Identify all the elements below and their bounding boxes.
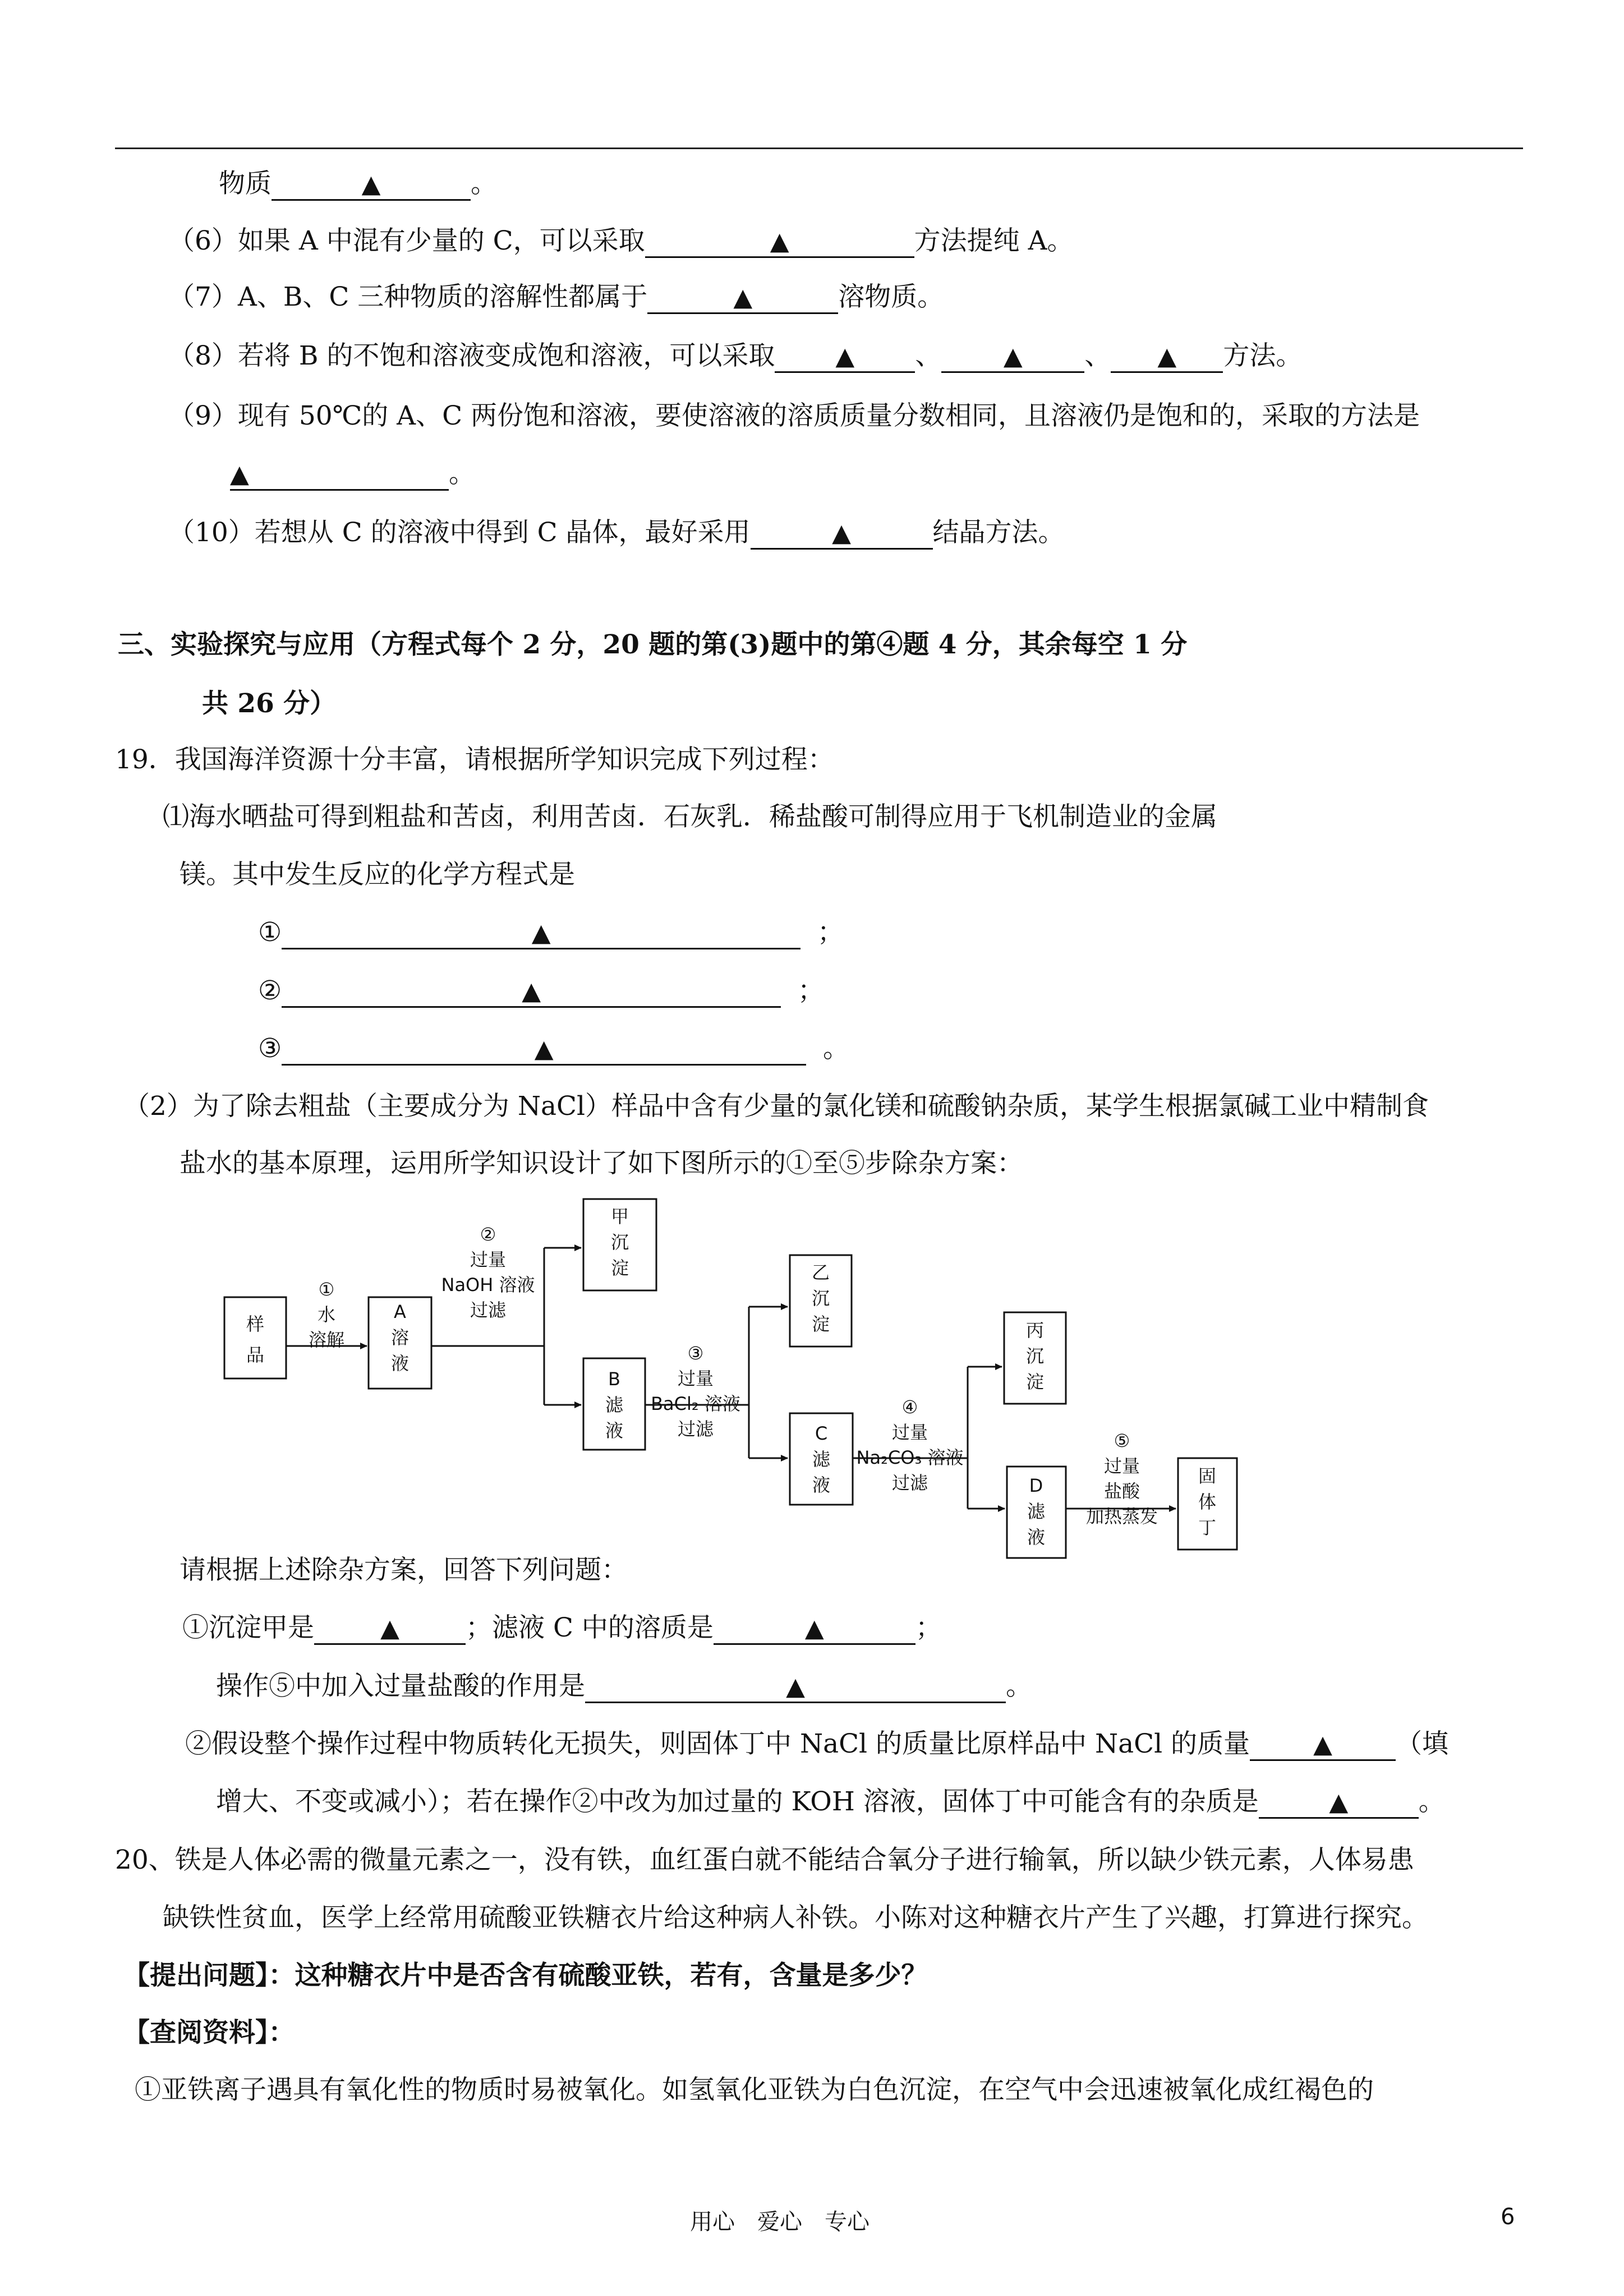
text: 方法提纯 A。 [914, 225, 1074, 256]
text: ③ [258, 1033, 282, 1064]
text: 方法。 [1223, 340, 1303, 371]
answer-mark: ▲ [832, 519, 851, 547]
flow-label-step3: ③ [687, 1343, 704, 1364]
text: 、 [915, 340, 942, 371]
flow-label-boxD: D [1029, 1475, 1043, 1496]
answer-1b [216, 1670, 1032, 1703]
text: ① [258, 917, 282, 948]
flow-label-boxA: 溶 [390, 1327, 410, 1348]
page-number: 6 [1501, 2204, 1515, 2230]
answer-blank[interactable] [1259, 1788, 1419, 1819]
flow-label-bing: 丙 [1025, 1320, 1045, 1341]
flow-label-bing: 沉 [1025, 1345, 1045, 1367]
text: 【提出问题】：这种糖衣片中是否含有硫酸亚铁，若有，含量是多少？ [123, 1960, 928, 1991]
question-20-cont [163, 1901, 1428, 1935]
flow-label-step3: 过量 [677, 1368, 714, 1389]
flow-label-boxB: 液 [605, 1420, 624, 1441]
sample-box [224, 1297, 286, 1378]
flow-label-boxB: 滤 [605, 1394, 624, 1416]
flow-label-step3: 过滤 [677, 1418, 714, 1440]
text: ； [915, 1612, 942, 1643]
text: 物质 [219, 168, 272, 199]
flow-label-sample: 样 [246, 1313, 265, 1335]
text: ②假设整个操作过程中物质转化无损失，则固体丁中 NaCl 的质量比原样品中 NaCl 的质量 [185, 1728, 1250, 1759]
answer-mark: ▲ [522, 977, 541, 1006]
flow-label-boxC: 液 [812, 1474, 831, 1496]
text: ①沉淀甲是 [182, 1612, 314, 1643]
text: ①亚铁离子遇具有氧化性的物质时易被氧化。如氢氧化亚铁为白色沉淀，在空气中会迅速被氧化成红褐色的 [135, 2074, 1374, 2105]
text: 。 [823, 1033, 850, 1064]
answer-blank[interactable] [585, 1672, 1006, 1703]
answer-blank[interactable] [714, 1614, 915, 1645]
flow-label-boxD: 液 [1027, 1527, 1046, 1548]
answer-mark: ▲ [531, 919, 551, 947]
answer-mark: ▲ [361, 170, 381, 199]
flow-label-step5: 加热蒸发 [1085, 1506, 1158, 1527]
text: 。 [1418, 1786, 1445, 1817]
flow-label-yi: 乙 [811, 1262, 830, 1283]
footer-motto: 用心 爱心 专心 [690, 2209, 869, 2235]
text: 。 [449, 458, 475, 489]
text: （2）为了除去粗盐（主要成分为 NaCl）样品中含有少量的氯化镁和硫酸钠杂质，某学生根据氯碱工业中精制食 [123, 1091, 1429, 1122]
flow-label-step1: 溶解 [308, 1329, 345, 1350]
text: 溶物质。 [838, 282, 944, 312]
text: 20、铁是人体必需的微量元素之一，没有铁，血红蛋白就不能结合氧分子进行输氧，所以缺少铁元素，人体易患 [115, 1845, 1414, 1875]
answer-mark: ▲ [380, 1614, 399, 1643]
answer-2 [185, 1727, 1448, 1761]
answer-mark: ▲ [534, 1035, 554, 1063]
flow-label-jia: 甲 [610, 1206, 629, 1227]
answer-blank[interactable] [314, 1614, 466, 1645]
flow-label-step3: BaCl₂ 溶液 [651, 1393, 740, 1414]
flow-label-boxB: B [608, 1368, 620, 1390]
flow-label-jia: 沉 [610, 1232, 629, 1253]
flow-label-step5: 过量 [1103, 1455, 1140, 1477]
text: 共 26 分） [202, 688, 337, 719]
flow-label-step5: ⑤ [1114, 1430, 1130, 1451]
text: （8）若将 B 的不饱和溶液变成饱和溶液，可以采取 [168, 340, 775, 371]
text: （10）若想从 C 的溶液中得到 C 晶体，最好采用 [168, 517, 751, 548]
flow-label-boxD: 滤 [1027, 1501, 1046, 1522]
text: ； [798, 975, 825, 1006]
answer-mark: ▲ [1157, 342, 1177, 371]
flow-label-step2: ② [480, 1224, 496, 1245]
answer-mark: ▲ [786, 1672, 805, 1701]
flow-label-step4: Na₂CO₃ 溶液 [856, 1447, 964, 1468]
flow-label-boxC: C [815, 1423, 828, 1444]
text: （7）A、B、C 三种物质的溶解性都属于 [168, 282, 648, 312]
answer-mark: ▲ [804, 1614, 824, 1643]
answer-mark: ▲ [1003, 342, 1023, 371]
flow-label-ding: 体 [1198, 1491, 1217, 1513]
text: （填 [1396, 1728, 1449, 1759]
flow-label-ding: 固 [1198, 1465, 1217, 1487]
text: ② [258, 975, 282, 1006]
flow-label-step4: 过量 [891, 1422, 928, 1443]
flow-label-jia: 淀 [610, 1257, 629, 1279]
flow-label-step2: 过量 [470, 1249, 507, 1270]
answer-mark: ▲ [1329, 1788, 1349, 1816]
flow-label-boxC: 滤 [812, 1449, 831, 1470]
reference-1 [135, 2073, 1374, 2107]
flow-label-bing: 淀 [1025, 1371, 1045, 1393]
flow-label-sample: 品 [246, 1344, 265, 1366]
text: 盐水的基本原理，运用所学知识设计了如下图所示的①至⑤步除杂方案： [180, 1148, 1023, 1179]
references-heading [123, 2016, 295, 2050]
text: ； [817, 917, 844, 948]
answer-1 [182, 1611, 942, 1645]
question-20 [115, 1843, 1414, 1877]
flow-label-step2: 过滤 [470, 1299, 507, 1321]
answer-mark: ▲ [1313, 1730, 1332, 1759]
text: 镁。其中发生反应的化学方程式是 [180, 859, 575, 890]
text: 。 [1006, 1671, 1032, 1702]
flow-label-boxA: A [394, 1301, 406, 1322]
flow-label-step5: 盐酸 [1103, 1481, 1140, 1502]
flow-label-boxA: 液 [390, 1353, 410, 1374]
flow-label-yi: 沉 [811, 1288, 830, 1309]
answer-2b [216, 1785, 1445, 1819]
text: 19．我国海洋资源十分丰富，请根据所学知识完成下列过程： [115, 744, 834, 775]
propose-question [123, 1959, 928, 1993]
instruction [180, 1553, 628, 1587]
answer-blank[interactable] [1250, 1730, 1396, 1761]
flow-label-ding: 丁 [1198, 1517, 1217, 1538]
text: 、 [1084, 340, 1111, 371]
flow-label-step1: 水 [317, 1304, 336, 1325]
text: 三、实验探究与应用（方程式每个 2 分，20 题的第(3)题中的第④题 4 分，其余每空 1 分 [118, 629, 1188, 660]
answer-mark: ▲ [733, 283, 753, 312]
text: 【查阅资料】： [123, 2017, 295, 2048]
text: 操作⑤中加入过量盐酸的作用是 [216, 1671, 585, 1702]
flow-label-step1: ① [318, 1279, 335, 1300]
answer-mark: ▲ [835, 342, 855, 371]
flow-label-step4: ④ [901, 1396, 918, 1418]
text: 结晶方法。 [932, 517, 1065, 548]
text: ；滤液 C 中的溶质是 [466, 1612, 714, 1643]
text: 。 [471, 168, 497, 199]
answer-mark: ▲ [230, 460, 249, 488]
text: （6）如果 A 中混有少量的 C，可以采取 [168, 225, 645, 256]
answer-mark: ▲ [770, 227, 789, 256]
flow-label-yi: 淀 [811, 1313, 830, 1335]
text: 缺铁性贫血，医学上经常用硫酸亚铁糖衣片给这种病人补铁。小陈对这种糖衣片产生了兴趣，打算进行探究。 [163, 1902, 1428, 1933]
text: 增大、不变或减小）；若在操作②中改为加过量的 KOH 溶液，固体丁中可能含有的杂质是 [216, 1786, 1259, 1817]
flow-label-step4: 过滤 [891, 1472, 928, 1493]
text: ⑴海水晒盐可得到粗盐和苦卤，利用苦卤．石灰乳．稀盐酸可制得应用于飞机制造业的金属 [163, 801, 1217, 832]
flow-label-step2: NaOH 溶液 [441, 1274, 535, 1295]
text: （9）现有 50℃的 A、C 两份饱和溶液，要使溶液的溶质质量分数相同，且溶液仍是饱和的，采取的方法是 [168, 400, 1420, 431]
text: 请根据上述除杂方案，回答下列问题： [180, 1555, 628, 1585]
